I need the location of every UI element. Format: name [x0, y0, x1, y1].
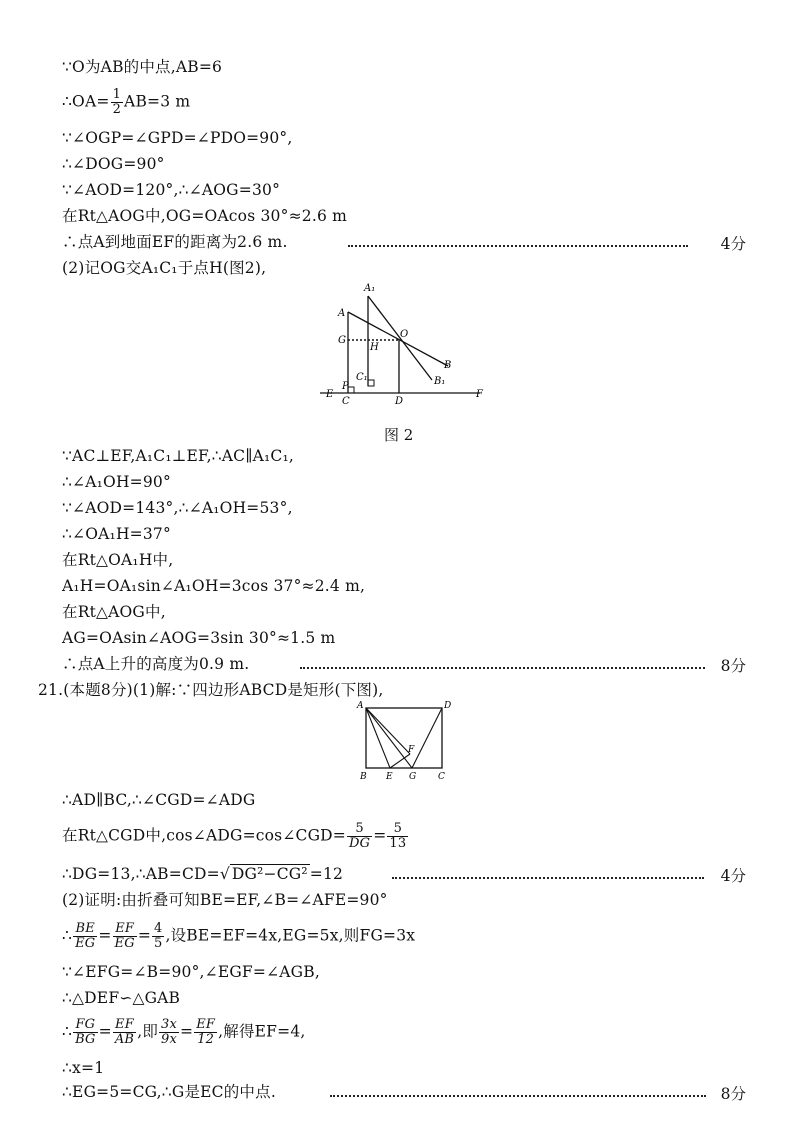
fraction [113, 922, 137, 951]
line-6: 在Rt△AOG中,OG=OAcos 30°≈2.6 m [62, 207, 348, 225]
line-2-suffix: AB=3 m [124, 92, 191, 111]
label: A₁ [364, 283, 376, 294]
segment-dg [412, 708, 442, 768]
label: P [342, 381, 349, 392]
line-25: ∴△DEF∽△GAB [62, 989, 181, 1007]
label: G [338, 335, 346, 346]
leader-dots [392, 877, 704, 879]
fraction-num: 4 [154, 921, 163, 936]
score-4: 8分 [720, 1085, 746, 1103]
fraction [387, 822, 408, 851]
fraction-num: EF [113, 922, 137, 937]
line-9: ∵AC⊥EF,A₁C₁⊥EF,∴AC∥A₁C₁, [62, 447, 294, 465]
label: H [370, 342, 379, 353]
score-3: 4分 [720, 867, 746, 885]
line-26-text: ,即 [137, 1022, 159, 1041]
fraction-num: 3x [161, 1017, 178, 1032]
fraction-den: AB [114, 1032, 135, 1047]
line-14: A₁H=OA₁sin∠A₁OH=3cos 37°≈2.4 m, [62, 577, 366, 595]
label: C₁ [356, 372, 368, 383]
label: B [360, 772, 367, 782]
fraction [73, 1018, 98, 1047]
line-13: 在Rt△OA₁H中, [62, 551, 174, 569]
line-21-suffix: =12 [309, 865, 344, 883]
label: B₁ [434, 376, 446, 387]
line-1: ∵O为AB的中点,AB=6 [62, 58, 223, 76]
label: C [342, 396, 350, 407]
fraction-num: 1 [112, 87, 122, 102]
fraction [73, 922, 97, 951]
line-16: AG=OAsin∠AOG=3sin 30°≈1.5 m [62, 629, 336, 647]
label: E [326, 389, 334, 400]
label: C [438, 772, 445, 782]
line-27: ∴x=1 [62, 1059, 105, 1077]
equals-sign: = [373, 826, 387, 845]
line-7: ∴点A到地面EF的距离为2.6 m. [62, 233, 288, 251]
right-angle-c1 [368, 380, 374, 386]
fraction-num: EF [196, 1017, 216, 1032]
line-19: ∴AD∥BC,∴∠CGD=∠ADG [62, 791, 256, 809]
fraction-num: EF [113, 1018, 136, 1033]
label: E [386, 772, 393, 782]
label: O [400, 329, 409, 340]
label: D [395, 396, 404, 407]
line-2-prefix: ∴OA= [62, 92, 110, 111]
line-22: (2)证明:由折叠可知BE=EF,∠B=∠AFE=90° [62, 891, 388, 909]
fraction-den: 5 [154, 936, 163, 951]
therefore-sign: ∴ [62, 1022, 73, 1041]
line-20-text: 在Rt△CGD中,cos∠ADG=cos∠CGD= [62, 826, 346, 845]
figure-2-diagram [320, 282, 490, 410]
rectangle-abcd [366, 708, 442, 768]
figure-2-caption: 图 2 [384, 426, 414, 444]
fraction-num: 5 [347, 822, 372, 837]
label: D [444, 701, 452, 711]
segment-ab [348, 312, 448, 366]
fraction-den: BG [75, 1032, 96, 1047]
fraction-den: EG [75, 936, 96, 951]
label: A [338, 308, 346, 319]
line-21: ∴DG=13,∴AB=CD=√ DG²−CG² =12 [62, 865, 344, 883]
leader-dots [300, 667, 705, 669]
line-24: ∵∠EFG=∠B=90°,∠EGF=∠AGB, [62, 963, 320, 981]
segment-ae [366, 708, 390, 768]
fraction [347, 822, 372, 851]
line-23-text: ,设BE=EF=4x,EG=5x,则FG=3x [165, 926, 416, 945]
score-1: 4分 [720, 235, 746, 253]
leader-dots [348, 245, 688, 247]
fraction-num: 5 [387, 822, 408, 837]
line-28: ∴EG=5=CG,∴G是EC的中点. [62, 1083, 276, 1101]
leader-dots [330, 1095, 706, 1097]
line-18: 21.(本题8分)(1)解:∵四边形ABCD是矩形(下图), [38, 681, 384, 699]
line-15: 在Rt△AOG中, [62, 603, 166, 621]
fraction-half [111, 88, 123, 117]
fraction [159, 1018, 179, 1047]
fraction-num: FG [73, 1018, 98, 1033]
label: F [408, 745, 415, 755]
line-8: (2)记OG交A₁C₁于点H(图2), [62, 259, 267, 277]
line-11: ∵∠AOD=143°,∴∠A₁OH=53°, [62, 499, 293, 517]
fraction [113, 1018, 136, 1047]
line-5: ∵∠AOD=120°,∴∠AOG=30° [62, 181, 281, 199]
label: F [476, 389, 483, 400]
line-2 [62, 88, 190, 117]
fraction-den: 13 [389, 836, 407, 851]
line-10: ∴∠A₁OH=90° [62, 473, 171, 491]
right-angle-c [348, 387, 354, 393]
fraction-den: 9x [161, 1032, 178, 1047]
line-26-tail: ,解得EF=4, [218, 1022, 306, 1041]
score-2: 8分 [720, 657, 746, 675]
figure-rectangle-diagram [354, 700, 454, 782]
fraction [194, 1018, 217, 1047]
label: A [357, 701, 364, 711]
fraction-den: 12 [197, 1032, 215, 1047]
therefore-sign: ∴ [62, 926, 73, 945]
fraction-den: DG [348, 836, 371, 851]
segment-af [366, 708, 410, 754]
fraction-num: BE [73, 922, 97, 937]
line-21-text: ∴DG=13,∴AB=CD= [62, 865, 220, 883]
line-26: ∴ $\frac{FG}{BG}$ = $\frac{EF}{AB}$ ,即 $\frac{3x}{9x}$ = $\frac{EF}{12}$ ,解得EF=4, [62, 1017, 306, 1047]
line-3: ∵∠OGP=∠GPD=∠PDO=90°, [62, 129, 293, 147]
fraction-den: EG [114, 936, 135, 951]
line-23: ∴ $\frac{BE}{EG}$ = $\frac{EF}{EG}$ = $\frac{4}{5}$ ,设BE=EF=4x,EG=5x,则FG=3x [62, 921, 416, 951]
fraction-den: 2 [112, 102, 122, 117]
segment-ag [366, 708, 412, 768]
fraction [152, 922, 164, 951]
label: G [409, 772, 417, 782]
label: B [444, 360, 452, 371]
line-12: ∴∠OA₁H=37° [62, 525, 171, 543]
line-20 [62, 822, 409, 851]
line-17: ∴点A上升的高度为0.9 m. [62, 655, 250, 673]
line-4: ∴∠DOG=90° [62, 155, 165, 173]
sqrt-radicand: DG²−CG² [231, 865, 308, 883]
